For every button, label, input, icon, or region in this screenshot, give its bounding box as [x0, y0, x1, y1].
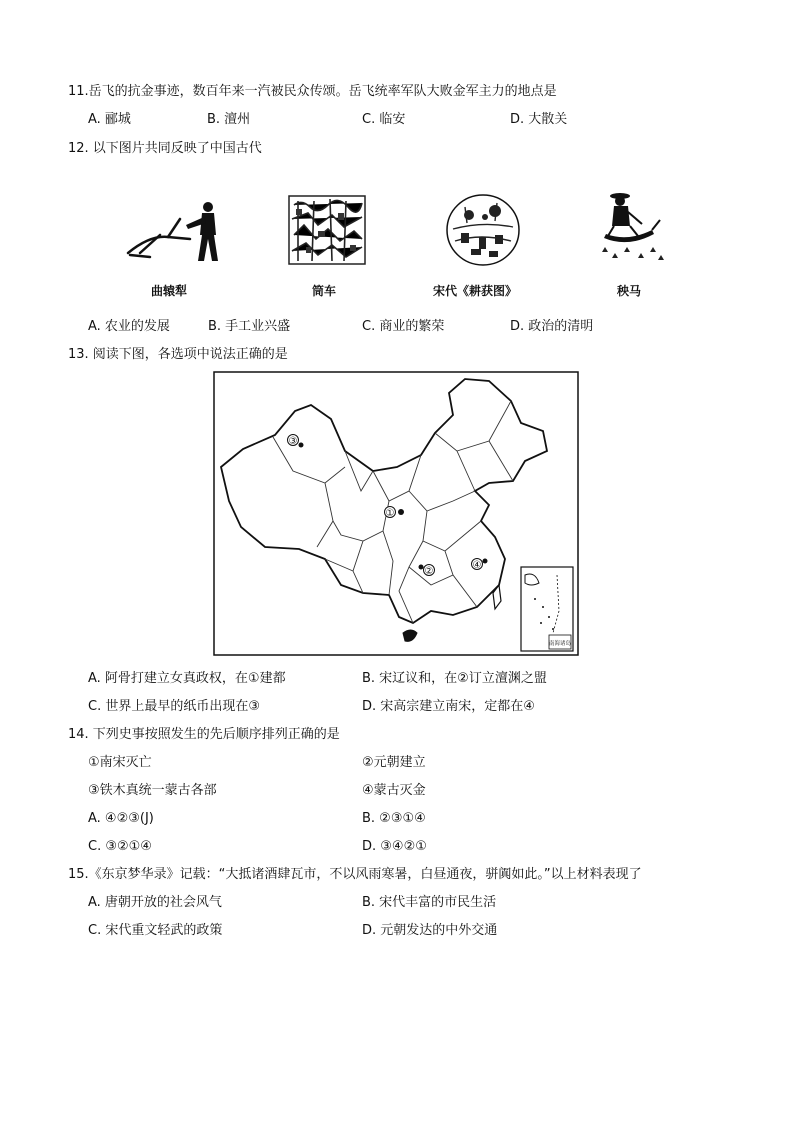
- q13-stem: 13. 阅读下图，各选项中说法正确的是: [68, 347, 288, 362]
- q14-option-a: A. ④②③(J): [88, 811, 154, 826]
- map-marker-3-label: ③: [288, 436, 298, 447]
- plough-image: [120, 195, 230, 265]
- q11-stem: 11.岳飞的抗金事迹，数百年来一汽被民众传颂。岳飞统率军队大败金军主力的地点是: [68, 84, 557, 99]
- q14-stem: 14. 下列史事按照发生的先后顺序排列正确的是: [68, 727, 340, 742]
- q14-event-4: ④蒙古灭金: [362, 783, 426, 798]
- map-marker-2-label: ②: [424, 566, 434, 577]
- q12-option-a: A. 农业的发展: [88, 319, 170, 334]
- caption-tube-wheel: 筒车: [312, 284, 337, 298]
- q13-option-a: A. 阿骨打建立女真政权，在①建都: [88, 671, 286, 686]
- south-china-sea-inset: [521, 567, 573, 651]
- harvest-painting-image: [445, 193, 521, 267]
- q14-event-1: ①南宋灭亡: [88, 755, 152, 770]
- inset-label: 南海诸岛: [548, 641, 572, 647]
- china-map: [213, 371, 579, 656]
- q12-stem: 12. 以下图片共同反映了中国古代: [68, 141, 262, 156]
- rice-horse-image: [598, 190, 668, 266]
- tube-wheel-image: [288, 195, 366, 265]
- q15-option-b: B. 宋代丰富的市民生活: [362, 895, 497, 910]
- q12-option-b: B. 手工业兴盛: [208, 319, 291, 334]
- q12-option-d: D. 政治的清明: [510, 319, 594, 334]
- q13-option-c: C. 世界上最早的纸币出现在③: [88, 699, 260, 714]
- map-marker-4-label: ④: [472, 560, 482, 571]
- q14-option-b: B. ②③①④: [362, 811, 426, 826]
- q11-option-c: C. 临安: [362, 112, 406, 127]
- q13-option-b: B. 宋辽议和，在②订立澶渊之盟: [362, 671, 547, 686]
- q14-option-c: C. ③②①④: [88, 839, 152, 854]
- q15-option-d: D. 元朝发达的中外交通: [362, 923, 498, 938]
- q11-option-a: A. 郦城: [88, 112, 131, 127]
- q15-option-a: A. 唐朝开放的社会风气: [88, 895, 222, 910]
- q15-option-c: C. 宋代重文轻武的政策: [88, 923, 223, 938]
- q11-option-b: B. 澶州: [207, 112, 251, 127]
- caption-plough: 曲辕犁: [151, 284, 188, 298]
- caption-harvest-painting: 宋代《耕获图》: [433, 284, 518, 298]
- caption-rice-horse: 秧马: [617, 284, 642, 298]
- q14-event-2: ②元朝建立: [362, 755, 426, 770]
- map-marker-1-label: ①: [385, 508, 395, 519]
- q14-event-3: ③铁木真统一蒙古各部: [88, 783, 217, 798]
- q14-option-d: D. ③④②①: [362, 839, 427, 854]
- q15-stem: 15.《东京梦华录》记载：“大抵诸酒肆瓦市，不以风雨寒暑，白昼通夜，骈阗如此。”以上材料表现了: [68, 867, 642, 882]
- q13-option-d: D. 宋高宗建立南宋，定都在④: [362, 699, 535, 714]
- q11-option-d: D. 大散关: [510, 112, 568, 127]
- q12-option-c: C. 商业的繁荣: [362, 319, 445, 334]
